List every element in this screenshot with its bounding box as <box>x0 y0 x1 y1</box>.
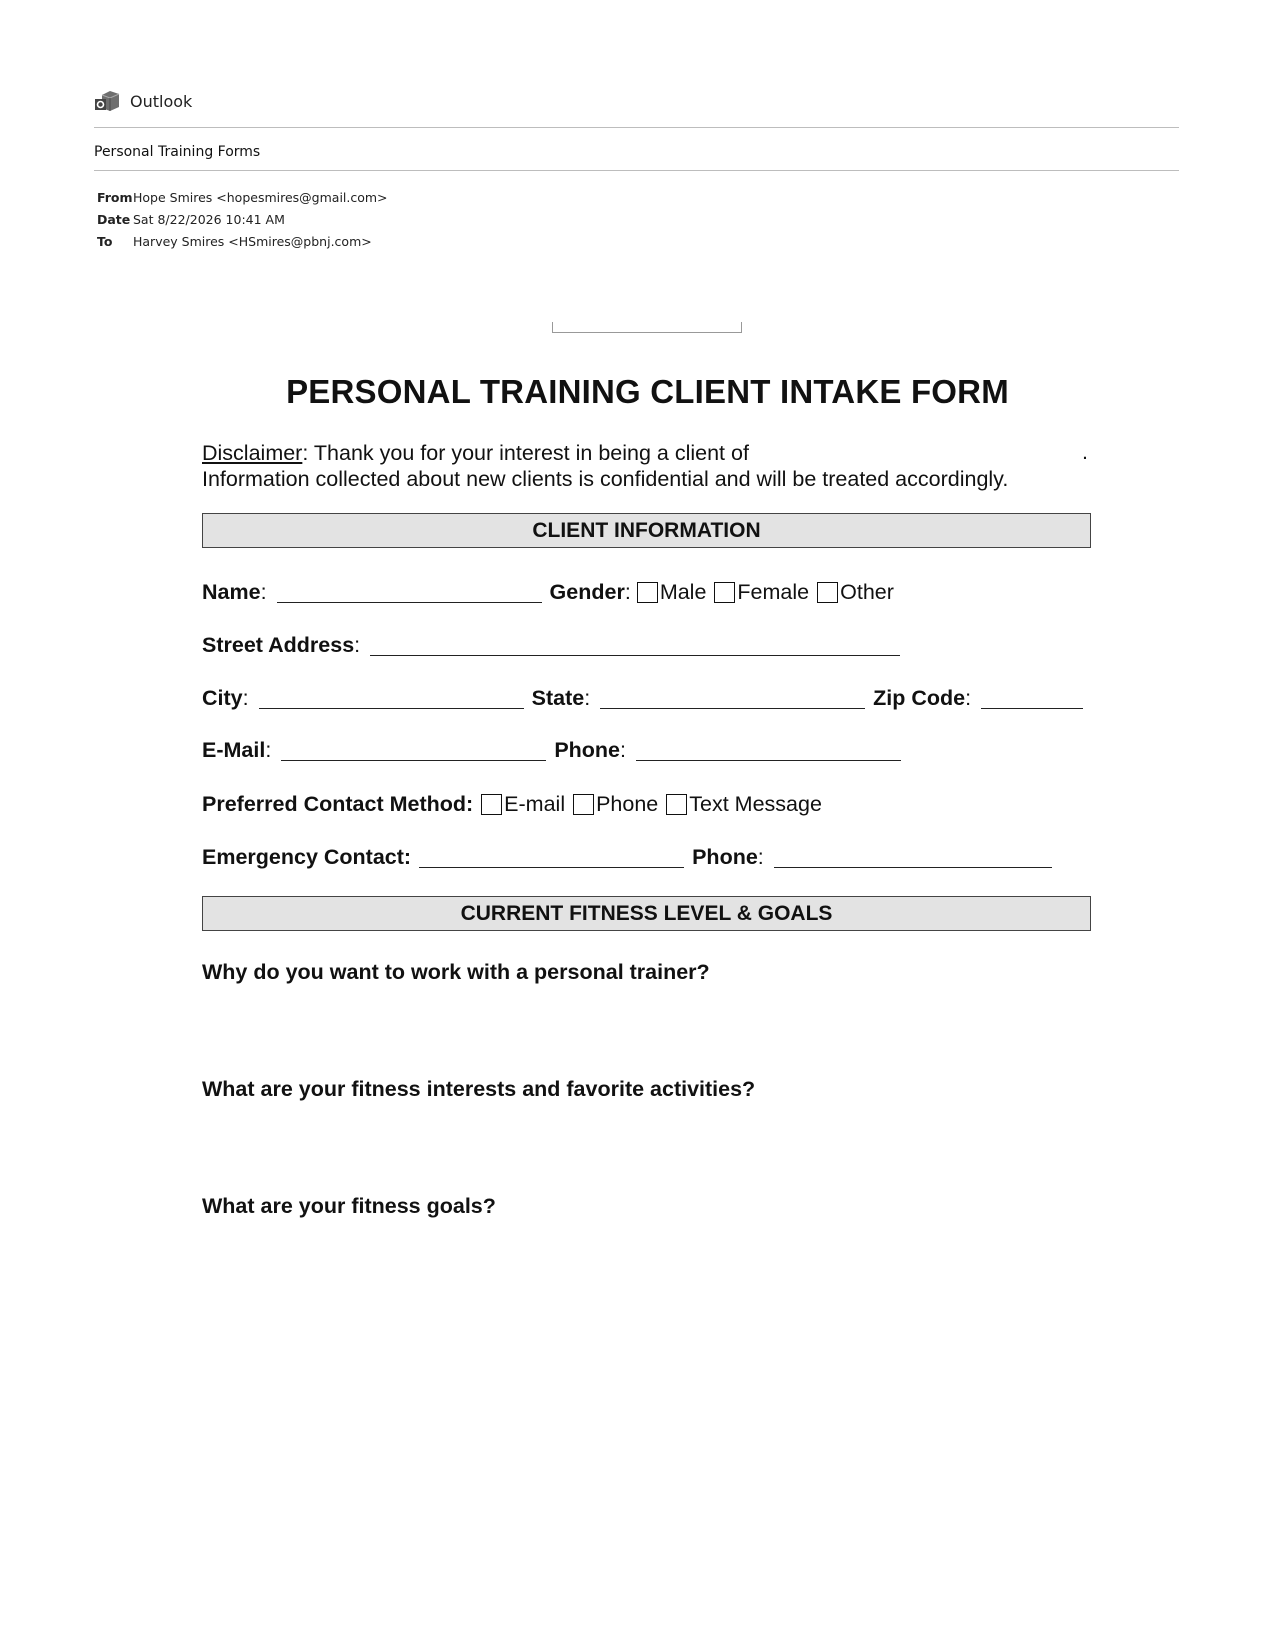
from-value[interactable]: Hope Smires <hopesmires@gmail.com> <box>133 189 388 205</box>
app-name: Outlook <box>130 91 193 111</box>
name-gender-row: Name : Gender : Male Female Other <box>202 580 894 604</box>
email-input-line[interactable] <box>281 740 546 761</box>
date-value: Sat 8/22/2026 10:41 AM <box>133 211 285 227</box>
phone-input-line[interactable] <box>636 740 901 761</box>
contact-method-row <box>202 792 828 817</box>
email-meta <box>97 186 388 252</box>
question-fitness-interests: What are your fitness interests and favorite activities? <box>202 1077 756 1101</box>
app-header <box>94 86 192 116</box>
gender-other-label: Other <box>840 580 894 604</box>
outlook-icon <box>94 89 120 113</box>
gender-label: Gender <box>549 580 625 604</box>
from-row <box>97 186 388 208</box>
section-fitness-goals: CURRENT FITNESS LEVEL & GOALS <box>202 896 1091 931</box>
city-input-line[interactable] <box>259 688 524 709</box>
contact-phone-checkbox[interactable] <box>573 794 594 815</box>
gender-female-label: Female <box>737 580 810 604</box>
contact-phone-label: Phone <box>596 792 659 816</box>
question-why-trainer: Why do you want to work with a personal trainer? <box>202 960 710 984</box>
to-value[interactable]: Harvey Smires <HSmires@pbnj.com> <box>133 233 372 249</box>
city-label: City <box>202 686 243 710</box>
header-divider <box>94 127 1179 128</box>
date-label: Date <box>97 211 131 227</box>
contact-email-checkbox[interactable] <box>481 794 502 815</box>
disclaimer-period: . <box>1082 440 1088 464</box>
state-input-line[interactable] <box>600 688 865 709</box>
gender-other-checkbox[interactable] <box>817 582 838 603</box>
zip-label: Zip Code <box>873 686 966 710</box>
city-state-zip-row: City : State : Zip Code : <box>202 686 1091 711</box>
section-client-information: CLIENT INFORMATION <box>202 513 1091 548</box>
contact-method-label: Preferred Contact Method: <box>202 792 474 816</box>
street-label: Street Address <box>202 633 355 657</box>
form-title: PERSONAL TRAINING CLIENT INTAKE FORM <box>286 373 1009 410</box>
name-label: Name <box>202 580 261 604</box>
to-row <box>97 230 388 252</box>
attachment-frame <box>552 322 742 333</box>
gender-male-checkbox[interactable] <box>637 582 658 603</box>
email-label: E-Mail <box>202 738 266 762</box>
disclaimer-text-2: Information collected about new clients is confidential and will be treated accordingly. <box>202 467 1009 491</box>
street-row: Street Address : <box>202 633 908 658</box>
disclaimer-text-1: : Thank you for your interest in being a client of <box>302 441 749 465</box>
gender-male-label: Male <box>659 580 707 604</box>
question-fitness-goals: What are your fitness goals? <box>202 1194 496 1218</box>
email-subject: Personal Training Forms <box>94 144 261 160</box>
disclaimer-line-1 <box>202 440 1008 466</box>
subject-divider <box>94 170 1179 171</box>
disclaimer <box>202 440 1008 492</box>
disclaimer-heading: Disclaimer <box>202 441 303 465</box>
contact-email-label: E-mail <box>504 792 566 816</box>
emergency-label: Emergency Contact: <box>202 845 412 869</box>
phone-label: Phone <box>554 738 621 762</box>
contact-text-checkbox[interactable] <box>666 794 687 815</box>
gender-female-checkbox[interactable] <box>714 582 735 603</box>
emergency-phone-label: Phone <box>692 845 758 869</box>
date-row <box>97 208 388 230</box>
street-input-line[interactable] <box>370 635 900 656</box>
zip-input-line[interactable] <box>981 688 1083 709</box>
name-input-line[interactable] <box>277 582 542 603</box>
state-label: State <box>531 686 585 710</box>
contact-text-label: Text Message <box>689 792 822 816</box>
emergency-input-line[interactable] <box>419 847 684 868</box>
email-phone-row: E-Mail : Phone : <box>202 738 909 763</box>
emergency-phone-input-line[interactable] <box>774 847 1052 868</box>
from-label: From <box>97 189 133 205</box>
emergency-row: Emergency Contact: Phone : <box>202 845 1060 870</box>
to-label: To <box>97 233 113 249</box>
